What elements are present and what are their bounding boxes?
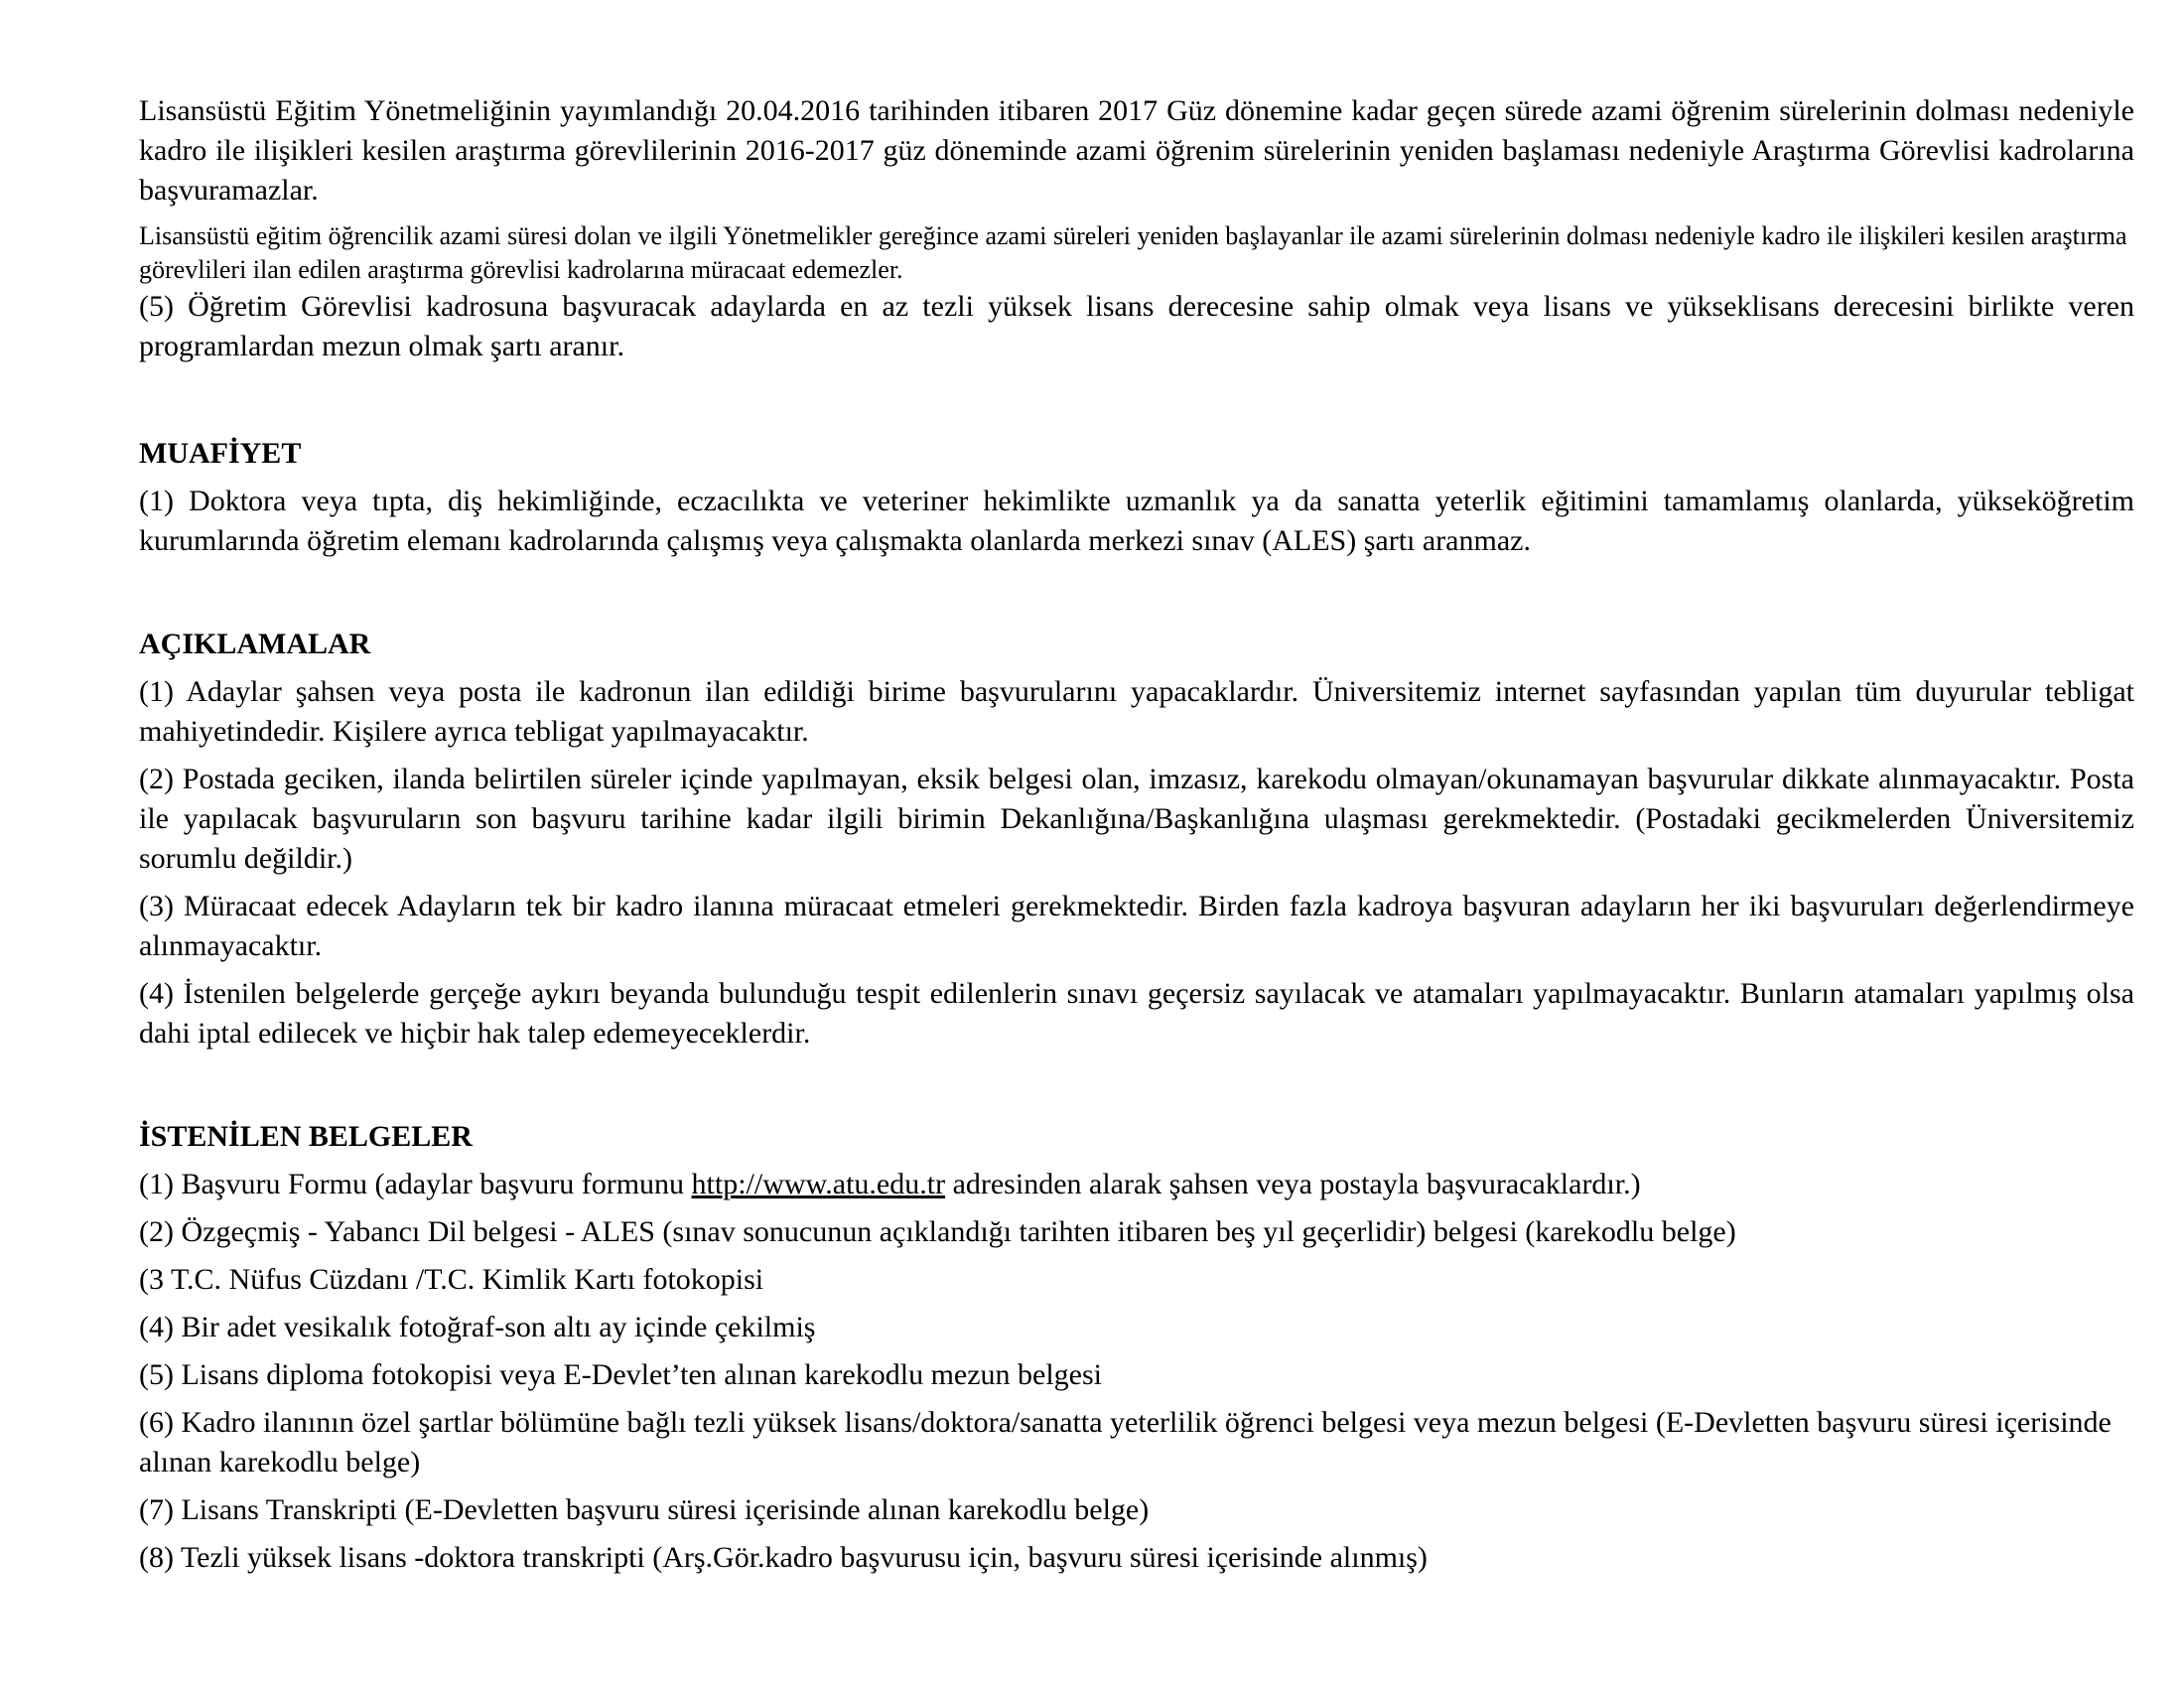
section-muafiyet [139, 434, 2134, 561]
belge-item-2: (2) Özgeçmiş - Yabancı Dil belgesi - ALES (sınav sonucunun açıklandığı tarihten itibaren beş yıl geçerlidir) belgesi (karekodlu belge) [139, 1215, 1736, 1248]
intro-paragraph-1: Lisansüstü Eğitim Yönetmeliğinin yayımlandığı 20.04.2016 tarihinden itibaren 2017 Güz dönemine kadar geçen sürede azami öğrenim sürelerinin dolması nedeniyle kadro ile ilişikleri kesilen araştırma görevlilerinin 2016-2017 güz döneminde azami öğrenim sürelerinin yeniden başlaması nedeniyle Araştırma Görevlisi kadrolarına başvuramazlar. [139, 94, 2134, 207]
belge-item-4: (4) Bir adet vesikalık fotoğraf-son altı ay içinde çekilmiş [139, 1311, 816, 1343]
section-title-muafiyet: MUAFİYET [139, 437, 302, 470]
belge-item-1-suffix: adresinden alarak şahsen veya postayla başvuracaklardır.) [945, 1168, 1641, 1200]
belge-item-1 [139, 1165, 2134, 1204]
belge-item-7: (7) Lisans Transkripti (E-Devletten başvuru süresi içerisinde alınan karekodlu belge) [139, 1493, 1150, 1526]
belge-item-5: (5) Lisans diploma fotokopisi veya E-Devlet’ten alınan karekodlu mezun belgesi [139, 1358, 1103, 1391]
belge-item-8: (8) Tezli yüksek lisans -doktora transkripti (Arş.Gör.kadro başvurusu için, başvuru süresi içerisinde alınmış) [139, 1541, 1428, 1574]
atu-website-link[interactable]: http://www.atu.edu.tr [691, 1168, 946, 1200]
aciklamalar-item-3: (3) Müracaat edecek Adayların tek bir kadro ilanına müracaat etmeleri gerekmektedir. Birden fazla kadroya başvuran adayların her iki başvuruları değerlendirmeye alınmayacaktır. [139, 890, 2134, 962]
section-aciklamalar [139, 625, 2134, 1054]
section-title-belgeler: İSTENİLEN BELGELER [139, 1120, 473, 1153]
belge-item-6: (6) Kadro ilanının özel şartlar bölümüne bağlı tezli yüksek lisans/doktora/sanatta yeterlilik öğrenci belgesi veya mezun belgesi (E-Devletten başvuru süresi içerisinde alınan karekodlu belge) [139, 1406, 2112, 1478]
document-page [139, 91, 2134, 1578]
belge-item-1-prefix: (1) Başvuru Formu (adaylar başvuru formunu [139, 1168, 692, 1200]
muafiyet-item: (1) Doktora veya tıpta, diş hekimliğinde, eczacılıkta ve veteriner hekimlikte uzmanlık ya da sanatta yeterlik eğitimini tamamlamış olanlarda, yükseköğretim kurumlarında öğretim elemanı kadrolarında çalışmış veya çalışmakta olanlarda merkezi sınav (ALES) şartı aranmaz. [139, 485, 2134, 557]
intro-paragraph-2: Lisansüstü eğitim öğrencilik azami süresi dolan ve ilgili Yönetmelikler gereğince azami süreleri yeniden başlayanlar ile azami sürelerinin dolması nedeniyle kadro ile ilişkileri kesilen araştırma görevlileri ilan edilen araştırma görevlisi kadrolarına müracaat edemezler. [139, 221, 2127, 284]
intro-paragraph-3: (5) Öğretim Görevlisi kadrosuna başvuracak adaylarda en az tezli yüksek lisans derecesine sahip olmak veya lisans ve yükseklisans derecesini birlikte veren programlardan mezun olmak şartı aranır. [139, 290, 2134, 362]
section-istenilen-belgeler [139, 1117, 2134, 1578]
aciklamalar-item-1: (1) Adaylar şahsen veya posta ile kadronun ilan edildiği birime başvurularını yapacaklardır. Üniversitemiz internet sayfasından yapılan tüm duyurular tebligat mahiyetindedir. Kişilere ayrıca tebligat yapılmayacaktır. [139, 675, 2134, 748]
aciklamalar-item-4: (4) İstenilen belgelerde gerçeğe aykırı beyanda bulunduğu tespit edilenlerin sınavı geçersiz sayılacak ve atamaları yapılmayacaktır. Bunların atamaları yapılmış olsa dahi iptal edilecek ve hiçbir hak talep edemeyeceklerdir. [139, 977, 2134, 1050]
section-title-aciklamalar: AÇIKLAMALAR [139, 628, 371, 660]
aciklamalar-item-2: (2) Postada geciken, ilanda belirtilen süreler içinde yapılmayan, eksik belgesi olan, imzasız, karekodu olmayan/okunamayan başvurular dikkate alınmayacaktır. Posta ile yapılacak başvuruların son başvuru tarihine kadar ilgili birimin Dekanlığına/Başkanlığına ulaşması gerekmektedir. (Postadaki gecikmelerden Üniversitemiz sorumlu değildir.) [139, 763, 2134, 875]
belge-item-3: (3 T.C. Nüfus Cüzdanı /T.C. Kimlik Kartı fotokopisi [139, 1263, 764, 1296]
